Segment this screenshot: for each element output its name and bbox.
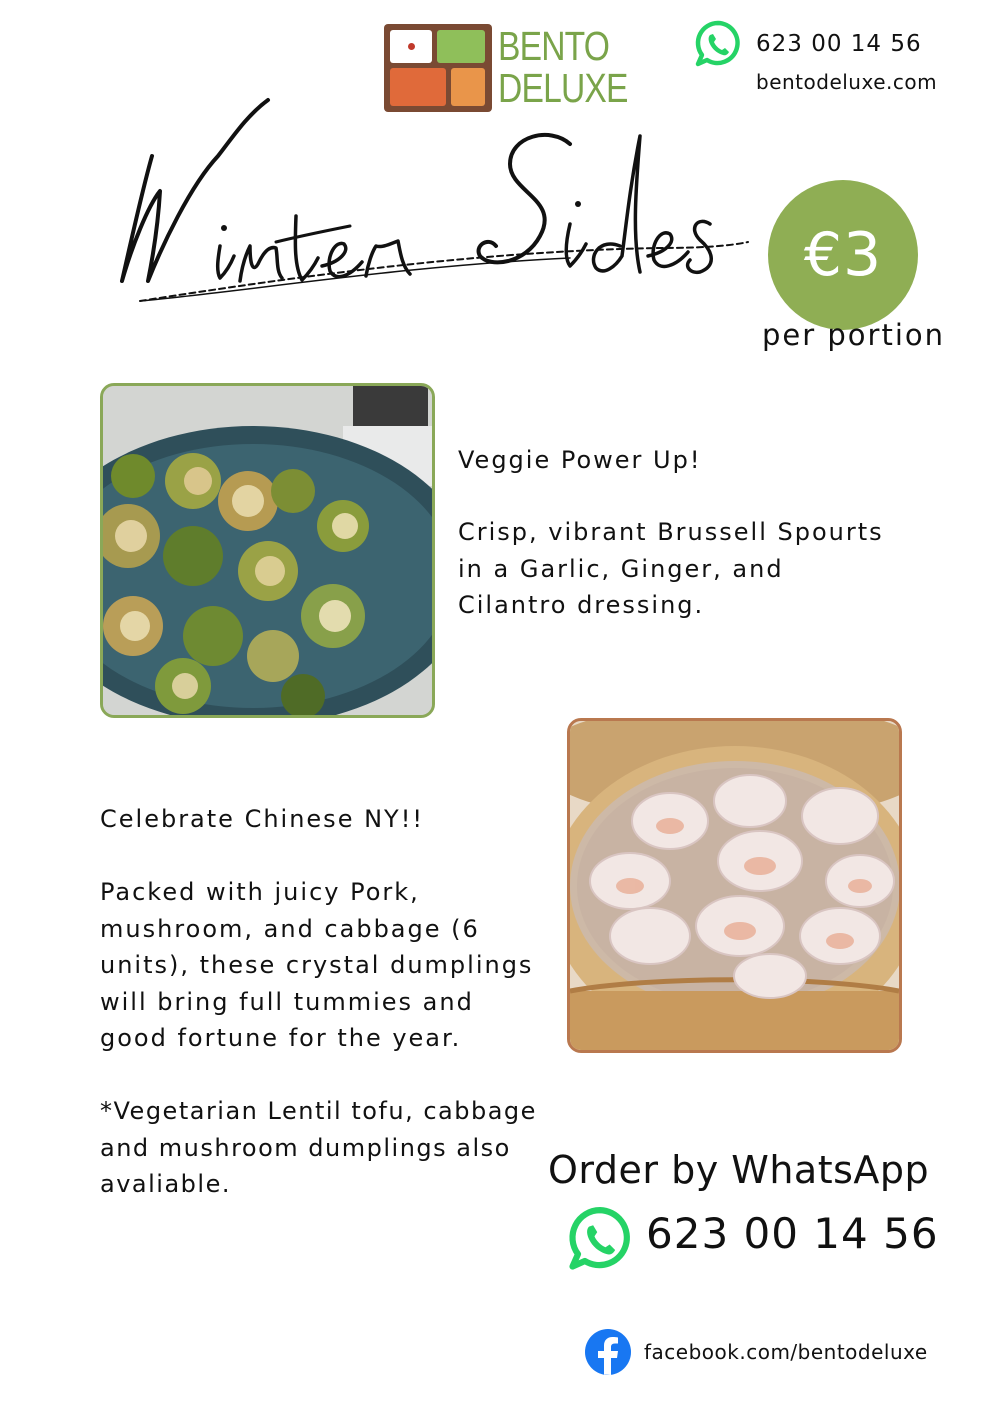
note-line: *Vegetarian Lentil tofu, cabbage [100,1097,537,1125]
description-line: units), these crystal dumplings [100,951,534,979]
whatsapp-icon[interactable] [694,20,742,68]
brand-name-line2: DELUXE [498,65,628,111]
order-phone[interactable]: 623 00 14 56 [646,1209,939,1258]
note-line: and mushroom dumplings also [100,1133,511,1162]
description-line: Packed with juicy Pork, [100,878,420,906]
brussels-sprouts-photo [100,383,435,718]
brand-name-line1: BENTO [498,23,610,69]
facebook-link[interactable]: facebook.com/bentodeluxe [644,1340,928,1364]
description-line: mushroom, and cabbage (6 [100,914,480,943]
facebook-icon[interactable] [584,1328,632,1380]
description-line: Cilantro dressing. [458,591,705,619]
description-line: good fortune for the year. [100,1024,462,1052]
description-line: in a Garlic, Ginger, and [458,554,784,583]
order-label: Order by WhatsApp [548,1148,930,1192]
item-heading-veggie: Veggie Power Up! [458,446,702,474]
price-unit: per portion [762,318,946,352]
price-badge [768,180,918,330]
price-amount: €3 [803,220,883,290]
description-line: will bring full tummies and [100,987,474,1016]
note-line: avaliable. [100,1170,231,1198]
vegetarian-note [100,1093,560,1203]
title-script-lettering [100,96,770,326]
header-website[interactable]: bentodeluxe.com [756,70,938,94]
description-line: Crisp, vibrant Brussell Spourts [458,518,884,546]
item-description-dumplings [100,874,560,1057]
item-heading-dumplings: Celebrate Chinese NY!! [100,805,424,833]
item-description-veggie [458,514,928,624]
header-phone[interactable]: 623 00 14 56 [756,31,922,57]
whatsapp-icon[interactable] [567,1206,633,1272]
crystal-dumplings-photo [567,718,902,1053]
